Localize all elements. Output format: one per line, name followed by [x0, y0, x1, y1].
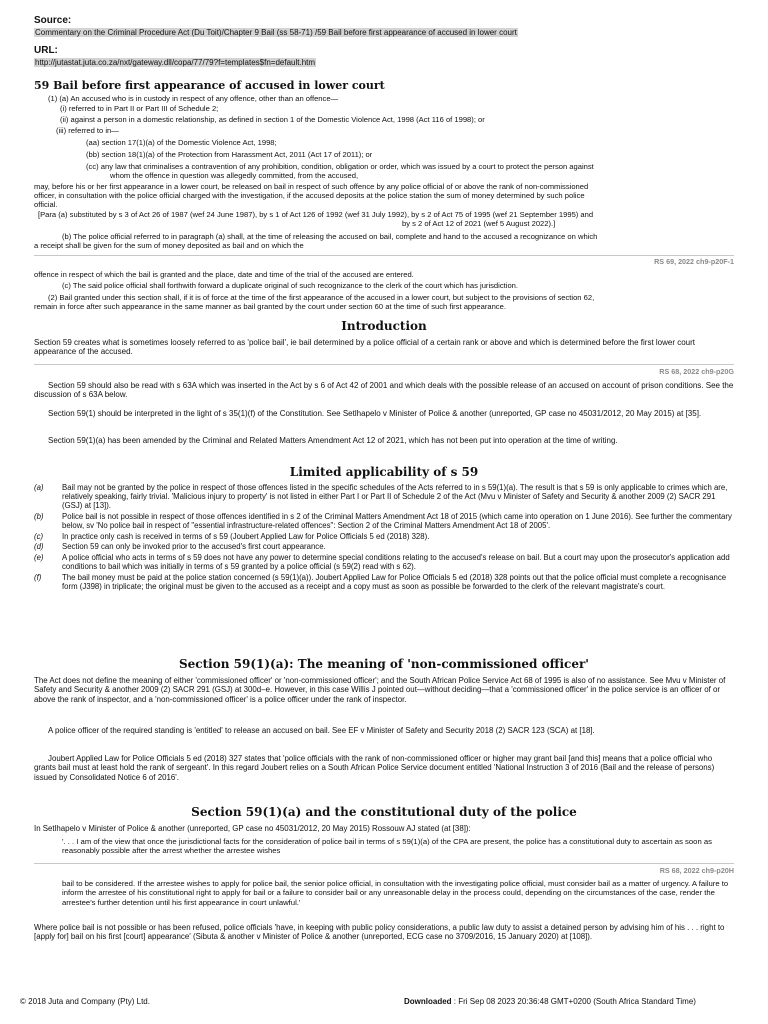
section-title: 59 Bail before first appearance of accused in lower court — [34, 79, 385, 92]
paragraph: Section 59(1) should be interpreted in the light of s 35(1)(f) of the Constitution. See Setlhapelo v Minister of Police & another (unreported, GP case no 45031/2012, 20 May 2015) at [35]. — [48, 409, 702, 418]
statute-line: may, before his or her first appearance in a lower court, be released on bail in respect of such offence by any police official of or above the rank of non-commissioned — [34, 182, 589, 191]
url-link[interactable]: http://jutastat.juta.co.za/nxt/gateway.dll/copa/77/79?f=templates$fn=default.htm — [35, 58, 316, 67]
heading-limited-applicability: Limited applicability of s 59 — [289, 465, 479, 479]
list-item — [34, 573, 734, 591]
list-label: (a) — [34, 483, 44, 492]
statute-line: (c) The said police official shall forthwith forward a duplicate original of such recognizance to the clerk of the court which has jurisdiction. — [62, 281, 518, 290]
source-text: Commentary on the Criminal Procedure Act (Du Toit)/Chapter 9 Bail (ss 58-71) /59 Bail before first appearance of accused in lower court — [35, 28, 517, 37]
statute-line: (aa) section 17(1)(a) of the Domestic Violence Act, 1998; — [86, 138, 277, 147]
page-reference: RS 68, 2022 ch9-p20G — [659, 367, 734, 376]
page-divider — [34, 364, 734, 365]
list-text: In practice only cash is received in terms of s 59 (Joubert Applied Law for Police Officials 5 ed (2018) 328). — [62, 531, 430, 541]
quote: bail to be considered. If the arrestee wishes to apply for police bail, the senior police official, in consultation with the investigating police official, must consider bail as a matter of urgency. A failure to inform the arrestee of his constitutional right to apply for bail or a failure to consider bail or any unreasonable delay in the process could, depending on the circumstances of the case, render the arrestee's further detention until his first appearance in court unlawful.' — [62, 879, 729, 907]
paragraph: In Setlhapelo v Minister of Police & another (unreported, GP case no 45031/2012, 20 May 2015) Rossouw AJ stated (at [38]): — [34, 824, 471, 833]
downloaded-label: Downloaded — [404, 997, 452, 1006]
downloaded-value: : Fri Sep 08 2023 20:36:48 GMT+0200 (South Africa Standard Time) — [453, 997, 696, 1006]
list-text: The bail money must be paid at the police station concerned (s 59(1)(a)). Joubert Applied Law for Police Officials 5 ed (2018) 328 points out that the police official must complete a recognisance form (J398) in triplicate; the original must be given to the accused as a receipt and a copy must as soon as possible be forwarded to the clerk of the relevant magistrate's court. — [62, 572, 727, 591]
paragraph: Where police bail is not possible or has been refused, police officials 'have, in keeping with public policy considerations, a public law duty to assist a detained person by advising him of his . . . right to [apply for] bail on his first [court] appearance' (Sibuta & another v Minister of Police & another (unreported, ECG case no 3709/2016, 15 January 2020) at [108]). — [34, 923, 725, 942]
page-reference: RS 69, 2022 ch9-p20F-1 — [654, 257, 734, 266]
statute-line: official. — [34, 200, 58, 209]
source-label: Source: — [34, 15, 72, 26]
list-label: (c) — [34, 531, 44, 541]
list-text: Section 59 can only be invoked prior to the accused's first court appearance. — [62, 542, 326, 552]
statute-line: (ii) against a person in a domestic relationship, as defined in section 1 of the Domestic Violence Act, 1998 (Act 116 of 1998); or — [60, 115, 485, 124]
paragraph: A police officer of the required standing is 'entitled' to release an accused on bail. See EF v Minister of Safety and Security 2018 (2) SACR 123 (SCA) at [18]. — [48, 726, 595, 735]
list-item — [34, 542, 734, 551]
page-reference: RS 68, 2022 ch9-p20H — [659, 866, 734, 875]
list-item — [34, 483, 734, 510]
list-text: A police official who acts in terms of s 59 does not have any power to determine special conditions relating to the accused's release on bail. But a court may upon the prosecutor's application add conditions to bail which was initially in terms of s 59 granted by a police official (s 59(2) read with s 62). — [62, 553, 730, 572]
statute-line: (bb) section 18(1)(a) of the Protection from Harassment Act, 2011 (Act 17 of 2011); or — [86, 150, 373, 159]
paragraph: The Act does not define the meaning of either 'commissioned officer' or 'non-commissioned officer'; and the South African Police Service Act 68 of 1995 is also of no assistance. See Mvu v Minister of Safety and Security & another 2009 (2) SACR 291 (GSJ) at 300d–e. However, in this case Willis J pointed out—without deciding—that a 'commissioned officer' in the police service is an officer of or above the rank of inspector, and a 'non-commissioned officer' is a police officer under the rank of inspector. — [34, 676, 726, 704]
page-divider — [34, 255, 734, 256]
heading-introduction: Introduction — [341, 319, 427, 333]
list-text: Police bail is not possible in respect of those offences identified in s 2 of the Criminal Matters Amendment Act 18 of 2015 (which came into operation on 1 June 2016). See further the commentary below, sv 'No police bail in respect of "essential infrastructure-related offences": Section 2 of the Criminal Matters Amendment Act 18 of 2005'. — [62, 511, 732, 530]
limited-applicability-list — [34, 483, 734, 593]
statute-line: (cc) any law that criminalises a contravention of any prohibition, condition, obligation or order, which was issued by a court to protect the person against — [86, 162, 594, 171]
statute-line: by s 2 of Act 12 of 2021 (wef 5 August 2022).] — [402, 219, 556, 228]
url-label: URL: — [34, 45, 58, 56]
statute-line: (2) Bail granted under this section shall, if it is of force at the time of the first appearance of the accused in a lower court, but subject to the provisions of section 62, — [48, 293, 595, 302]
copyright: © 2018 Juta and Company (Pty) Ltd. — [20, 997, 150, 1006]
statute-line: (iii) referred to in— — [56, 126, 119, 135]
statute-line: [Para (a) substituted by s 3 of Act 26 of 1987 (wef 24 June 1987), by s 1 of Act 126 of 1992 (wef 31 July 1992), by s 2 of Act 75 of 1995 (wef 21 September 1995) and — [38, 210, 594, 219]
list-item — [34, 512, 734, 530]
list-item — [34, 553, 734, 571]
download-info — [404, 997, 696, 1006]
paragraph: Section 59 should also be read with s 63A which was inserted in the Act by s 6 of Act 42 of 2001 and which deals with the possible release of an accused on account of prison conditions. See the discussion of s 63A below. — [34, 381, 734, 400]
paragraph: Section 59(1)(a) has been amended by the Criminal and Related Matters Amendment Act 12 of 2021, which has not been put into operation at the time of writing. — [48, 436, 618, 445]
heading-non-commissioned-officer: Section 59(1)(a): The meaning of 'non-commissioned officer' — [179, 657, 589, 671]
statute-line: (i) referred to in Part II or Part III of Schedule 2; — [60, 104, 219, 113]
list-item — [34, 532, 734, 541]
statute-line: whom the offence in question was allegedly committed, from the accused, — [110, 171, 359, 180]
statute-line: a receipt shall be given for the sum of money deposited as bail and on which the — [34, 241, 304, 250]
list-label: (d) — [34, 542, 44, 552]
list-label: (e) — [34, 553, 44, 563]
paragraph: Joubert Applied Law for Police Officials 5 ed (2018) 327 states that 'police officials with the rank of non-commissioned officer or higher may grant bail [and this] means that a police official who grants bail must at least hold the rank of sergeant'. In this regard Joubert relies on a South African Police Service document entitled 'National Instruction 3 of 2016 (Bail and the release of persons) issued by Consolidated Notice 6 of 2016'. — [34, 754, 715, 782]
heading-constitutional-duty: Section 59(1)(a) and the constitutional duty of the police — [191, 805, 577, 819]
statute-line: offence in respect of which the bail is granted and the place, date and time of the trial of the accused are entered. — [34, 270, 414, 279]
statute-line: remain in force after such appearance in the same manner as bail granted by the court under section 60 at the time of such first appearance. — [34, 302, 506, 311]
paragraph: Section 59 creates what is sometimes loosely referred to as 'police bail', ie bail determined by a police official of a certain rank or above and which is determined before the first lower court appearance of the accused. — [34, 338, 696, 357]
list-label: (f) — [34, 572, 42, 582]
quote: '. . . I am of the view that once the jurisdictional facts for the consideration of police bail in terms of s 59(1)(a) of the CPA are present, the police has a constitutional duty to ascertain as soon as reasonably possible after the arrest whether the arrestee wishes — [62, 837, 712, 856]
list-label: (b) — [34, 511, 44, 521]
statute-line: officer, in consultation with the police official charged with the investigation, if the accused deposits at the police station the sum of money determined by such police — [34, 191, 585, 200]
page-divider — [34, 863, 734, 864]
statute-line: (1) (a) An accused who is in custody in respect of any offence, other than an offence— — [48, 94, 339, 103]
list-text: Bail may not be granted by the police in respect of those offences listed in the specific schedules of the Acts referred to in s 59(1)(a). The result is that s 59 is only applicable to crimes which are, relatively speaking, fairly trivial. 'Malicious injury to property' is not listed in either Part I or Part II of Schedule 2 of the Act (Mvu v Minister of Safety and Security & another 2009 (2) SACR 291 (GSJ) at [13]). — [62, 483, 728, 511]
statute-line: (b) The police official referred to in paragraph (a) shall, at the time of releasing the accused on bail, complete and hand to the accused a recognizance on which — [62, 232, 598, 241]
